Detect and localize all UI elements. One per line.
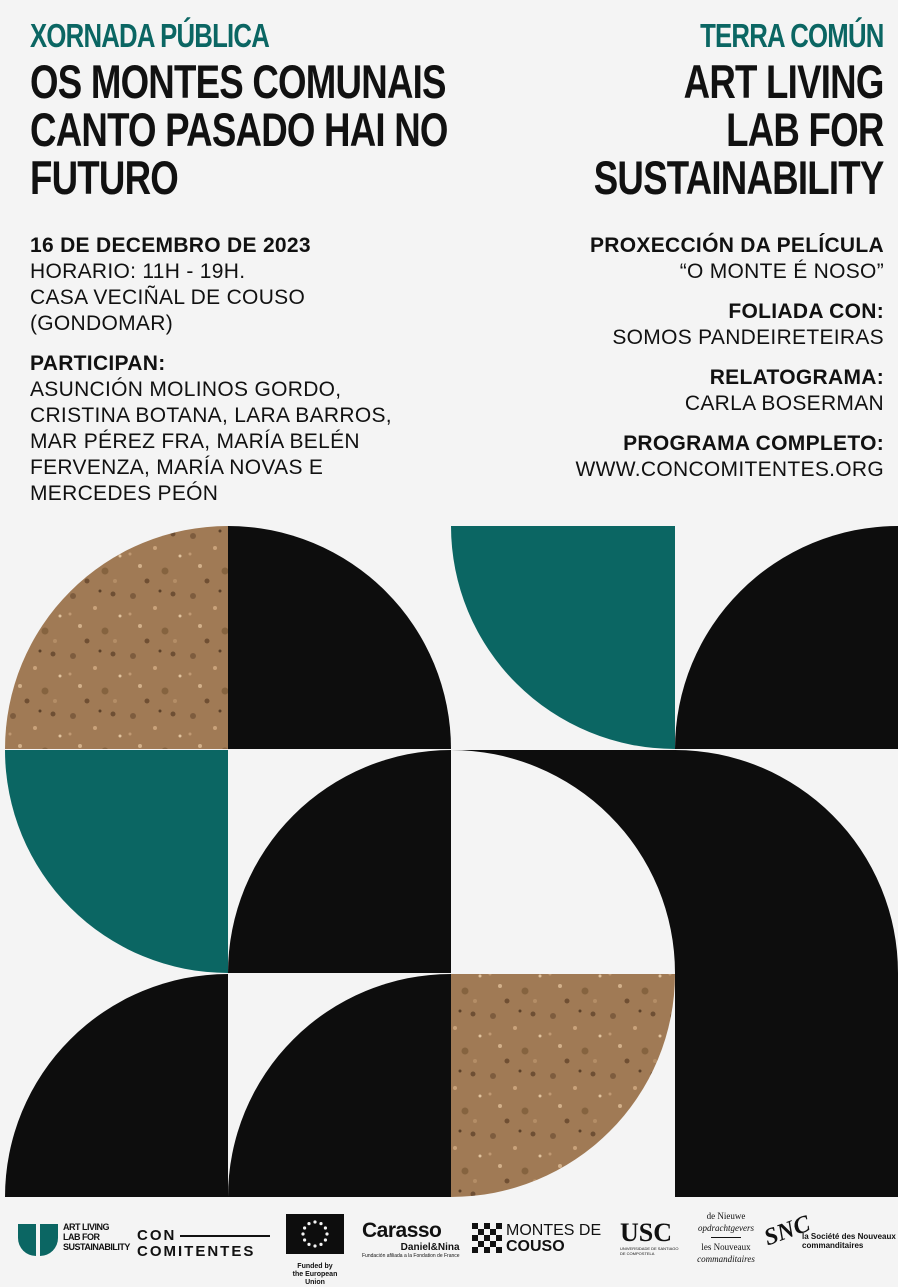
program-value-film: “O MONTE É NOSO” — [679, 260, 884, 283]
project-kicker: TERRA COMÚN — [700, 17, 884, 54]
program-value-relatograma: CARLA BOSERMAN — [684, 392, 884, 415]
teal-quarter — [5, 750, 228, 973]
participants-line: CRISTINA BOTANA, LARA BARROS, — [30, 404, 392, 427]
participants-line: MAR PÉREZ FRA, MARÍA BELÉN — [30, 430, 360, 453]
right-header — [512, 18, 884, 202]
participants-line: MERCEDES PEÓN — [30, 482, 219, 505]
project-title-line-1: ART LIVING — [684, 55, 884, 108]
left-header — [30, 18, 565, 202]
art-living-icon — [18, 1220, 58, 1260]
art-living-logo — [18, 1220, 58, 1265]
art-living-text: ART LIVING LAB FOR SUSTAINABILITY — [63, 1222, 130, 1252]
event-venue-line-2: (GONDOMAR) — [30, 312, 173, 335]
program-heading-film: PROXECCIÓN DA PELÍCULA — [589, 234, 884, 257]
program-heading-full: PROGRAMA COMPLETO: — [623, 432, 884, 455]
event-title-line-2: CANTO PASADO HAI NO — [30, 103, 448, 156]
nouveaux-commanditaires-logo: de Nieuwe opdrachtgevers les Nouveaux commanditaires — [697, 1211, 755, 1264]
participants-line: FERVENZA, MARÍA NOVAS E — [30, 456, 324, 479]
event-details — [30, 233, 392, 507]
black-quarter — [675, 526, 898, 749]
concomitentes-logo: CON COMITENTES — [137, 1228, 270, 1260]
usc-logo: USC UNIVERSIDADE DE SANTIAGO DE COMPOSTELA — [620, 1218, 679, 1256]
black-quarter — [228, 526, 451, 749]
project-title-line-3: SUSTAINABILITY — [594, 151, 884, 204]
program-heading-foliada: FOLIADA CON: — [728, 300, 884, 323]
montes-grid-icon — [472, 1223, 502, 1253]
snc-mark: SNC — [760, 1210, 814, 1252]
program-value-foliada: SOMOS PANDEIRETEIRAS — [612, 326, 884, 349]
event-title-line-1: OS MONTES COMUNAIS — [30, 55, 446, 108]
snc-text: la Société des Nouveaux commanditaires — [802, 1232, 896, 1250]
teal-quarter — [451, 526, 675, 749]
geometric-artwork — [5, 526, 898, 1197]
black-quarter — [5, 974, 228, 1197]
montes-de-couso-logo: MONTES DE COUSO — [472, 1223, 567, 1255]
carasso-logo: Carasso Daniel&Nina Fundación afiliada a la Fondation de France — [362, 1219, 460, 1259]
soil-quarter — [451, 974, 675, 1197]
soil-quarter — [5, 526, 228, 749]
program-details — [576, 233, 884, 483]
eu-logo: Funded by the European Union — [284, 1214, 346, 1287]
participants-heading: PARTICIPAN: — [30, 352, 166, 375]
program-website-link[interactable]: WWW.CONCOMITENTES.ORG — [575, 458, 884, 481]
event-venue-line-1: CASA VECIÑAL DE COUSO — [30, 286, 306, 309]
event-title-line-3: FUTURO — [30, 151, 179, 204]
black-quarter — [228, 974, 451, 1197]
participants-line: ASUNCIÓN MOLINOS GORDO, — [30, 378, 342, 401]
event-date: 16 DE DECEMBRO DE 2023 — [30, 234, 311, 257]
project-title-line-2: LAB FOR — [726, 103, 884, 156]
event-schedule: HORARIO: 11H - 19H. — [30, 260, 246, 283]
eu-flag-icon — [286, 1214, 344, 1254]
event-kicker: XORNADA PÚBLICA — [30, 17, 270, 54]
program-heading-relatograma: RELATOGRAMA: — [709, 366, 884, 389]
black-quarter — [228, 750, 451, 973]
